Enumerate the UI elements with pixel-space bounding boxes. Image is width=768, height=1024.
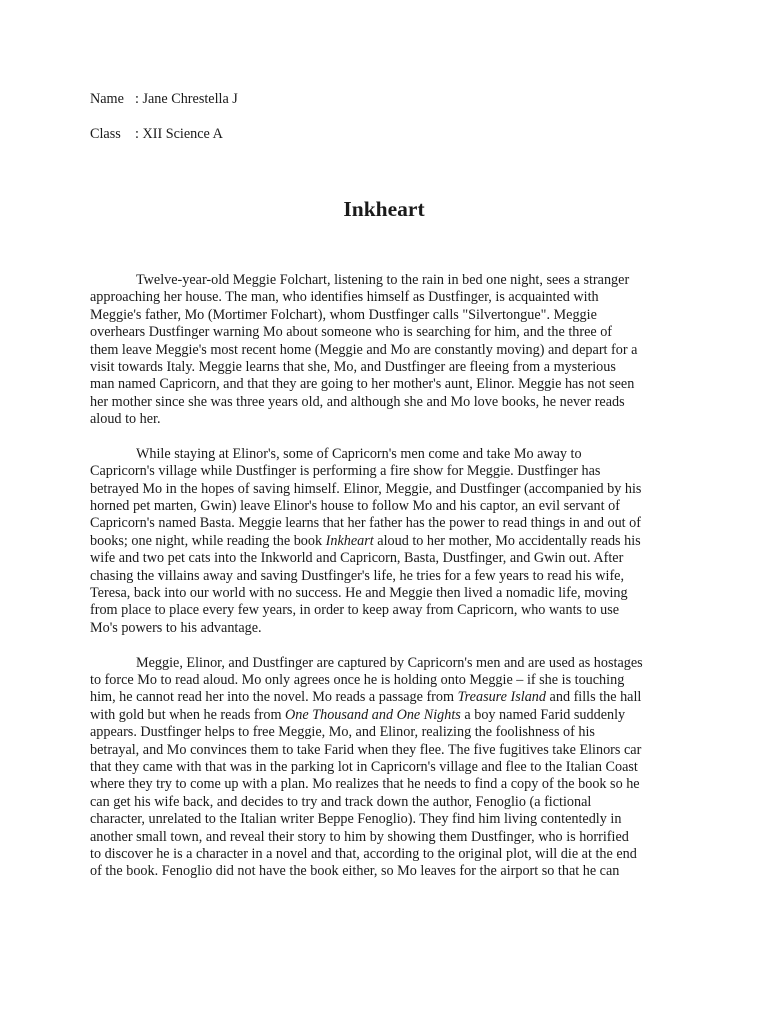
line-text: Twelve-year-old Meggie Folchart, listening to the rain in bed one night, sees a stranger	[136, 272, 630, 288]
document-title: Inkheart	[343, 197, 425, 221]
paragraph-line	[90, 707, 686, 724]
line-text: wife and two pet cats into the Inkworld and Capricorn, Basta, Dustfinger, and Gwin out. After	[90, 550, 624, 567]
paragraph-line	[90, 359, 686, 376]
essay-paragraph	[90, 655, 686, 881]
line-text: books; one night, while reading the book	[90, 532, 326, 549]
paragraph-line	[90, 324, 686, 341]
line-text: with gold but when he reads from	[90, 706, 286, 723]
line-text: a boy named Farid suddenly	[460, 706, 626, 723]
essay-body	[90, 272, 686, 898]
line-text: Capricorn's named Basta. Meggie learns that her father has the power to read things in and out of	[90, 515, 641, 532]
line-text: man named Capricorn, and that they are going to her mother's aunt, Elinor. Meggie has not seen	[90, 376, 635, 393]
line-text: to discover he is a character in a novel and that, according to the original plot, will die at the end	[90, 845, 637, 862]
line-text: approaching her house. The man, who identifies himself as Dustfinger, is acquainted with	[90, 289, 599, 306]
line-text: visit towards Italy. Meggie learns that she, Mo, and Dustfinger are fleeing from a mysterious	[90, 358, 616, 375]
line-text: Teresa, back into our world with no success. He and Meggie then lived a nomadic life, moving	[90, 585, 628, 602]
essay-paragraph	[90, 446, 686, 637]
paragraph-line	[90, 811, 686, 828]
paragraph-line	[90, 289, 686, 306]
line-text: to force Mo to read aloud. Mo only agrees once he is holding onto Meggie – if she is touching	[90, 671, 625, 688]
line-text: betrayed Mo in the hopes of saving himself. Elinor, Meggie, and Dustfinger (accompanied by his	[90, 480, 642, 497]
paragraph-line	[90, 863, 686, 880]
paragraph-line	[90, 724, 686, 741]
name-label: Name	[90, 91, 124, 107]
line-text: aloud to her.	[90, 411, 161, 428]
paragraph-line	[90, 672, 686, 689]
line-text: Meggie's father, Mo (Mortimer Folchart), whom Dustfinger calls "Silvertongue". Meggie	[90, 306, 597, 323]
line-text: aloud to her mother, Mo accidentally reads his	[373, 532, 641, 549]
line-text: While staying at Elinor's, some of Capricorn's men come and take Mo away to	[136, 445, 582, 462]
paragraph-line	[90, 446, 686, 463]
paragraph-line	[90, 463, 686, 480]
paragraph-line	[90, 481, 686, 498]
book-title-text: Inkheart	[325, 532, 374, 549]
line-text: Meggie, Elinor, and Dustfinger are captured by Capricorn's men and are used as hostages	[136, 654, 643, 671]
paragraph-line	[90, 411, 686, 428]
paragraph-line	[90, 689, 686, 706]
paragraph-line	[90, 829, 686, 846]
line-text: her mother since she was three years old, and although she and Mo love books, he never reads	[90, 393, 625, 410]
paragraph-line	[90, 742, 686, 759]
line-text: overhears Dustfinger warning Mo about someone who is searching for him, and the three of	[90, 324, 613, 341]
paragraph-line	[90, 550, 686, 567]
line-text: character, unrelated to the Italian writer Beppe Fenoglio). They find him living contentedly in	[90, 811, 622, 828]
paragraph-line	[90, 533, 686, 550]
paragraph-line	[90, 342, 686, 359]
line-text: appears. Dustfinger helps to free Meggie, Mo, and Elinor, realizing the foolishness of his	[90, 724, 595, 741]
line-text: from place to place every few years, in order to keep away from Capricorn, who wants to use	[90, 602, 620, 619]
line-text: of the book. Fenoglio did not have the book either, so Mo leaves for the airport so that he can	[90, 863, 620, 880]
paragraph-line	[90, 602, 686, 619]
line-text: Capricorn's village while Dustfinger is performing a fire show for Meggie. Dustfinger has	[90, 463, 601, 480]
book-title-text: Treasure Island	[457, 689, 546, 706]
line-text: and fills the hall	[546, 689, 642, 706]
class-label: Class	[90, 126, 121, 142]
line-text: betrayal, and Mo convinces them to take Farid when they flee. The five fugitives take Elinors car	[90, 741, 642, 758]
paragraph-line	[90, 759, 686, 776]
essay-paragraph	[90, 272, 686, 429]
paragraph-line	[90, 585, 686, 602]
paragraph-line	[90, 655, 686, 672]
name-value: : Jane Chrestella J	[135, 91, 238, 107]
line-text: where they try to come up with a plan. Mo realizes that he needs to find a copy of the book so he	[90, 776, 640, 793]
line-text: chasing the villains away and saving Dustfinger's life, he tries for a few years to read his wife,	[90, 567, 625, 584]
paragraph-line	[90, 307, 686, 324]
class-value: : XII Science A	[135, 126, 223, 142]
line-text: horned pet marten, Gwin) leave Elinor's house to follow Mo and his captor, an evil servant of	[90, 498, 620, 515]
book-title-text: One Thousand and One Nights	[285, 706, 461, 723]
line-text: another small town, and reveal their story to him by showing them Dustfinger, who is horrified	[90, 828, 629, 845]
line-text: him, he cannot read her into the novel. Mo reads a passage from	[90, 689, 458, 706]
paragraph-line	[90, 498, 686, 515]
line-text: can get his wife back, and decides to try and track down the author, Fenoglio (a fictional	[90, 793, 592, 810]
paragraph-line	[90, 776, 686, 793]
paragraph-line	[90, 846, 686, 863]
paragraph-line	[90, 794, 686, 811]
line-text: them leave Meggie's most recent home (Meggie and Mo are constantly moving) and depart for a	[90, 341, 638, 358]
paragraph-line	[90, 394, 686, 411]
paragraph-line	[90, 376, 686, 393]
student-class-line	[90, 125, 223, 143]
line-text: Mo's powers to his advantage.	[90, 619, 262, 636]
paragraph-line	[90, 272, 686, 289]
paragraph-line	[90, 515, 686, 532]
line-text: that they came with that was in the parking lot in Capricorn's village and flee to the Italian Coast	[90, 758, 638, 775]
paragraph-line	[90, 568, 686, 585]
student-name-line	[90, 90, 238, 108]
paragraph-line	[90, 620, 686, 637]
